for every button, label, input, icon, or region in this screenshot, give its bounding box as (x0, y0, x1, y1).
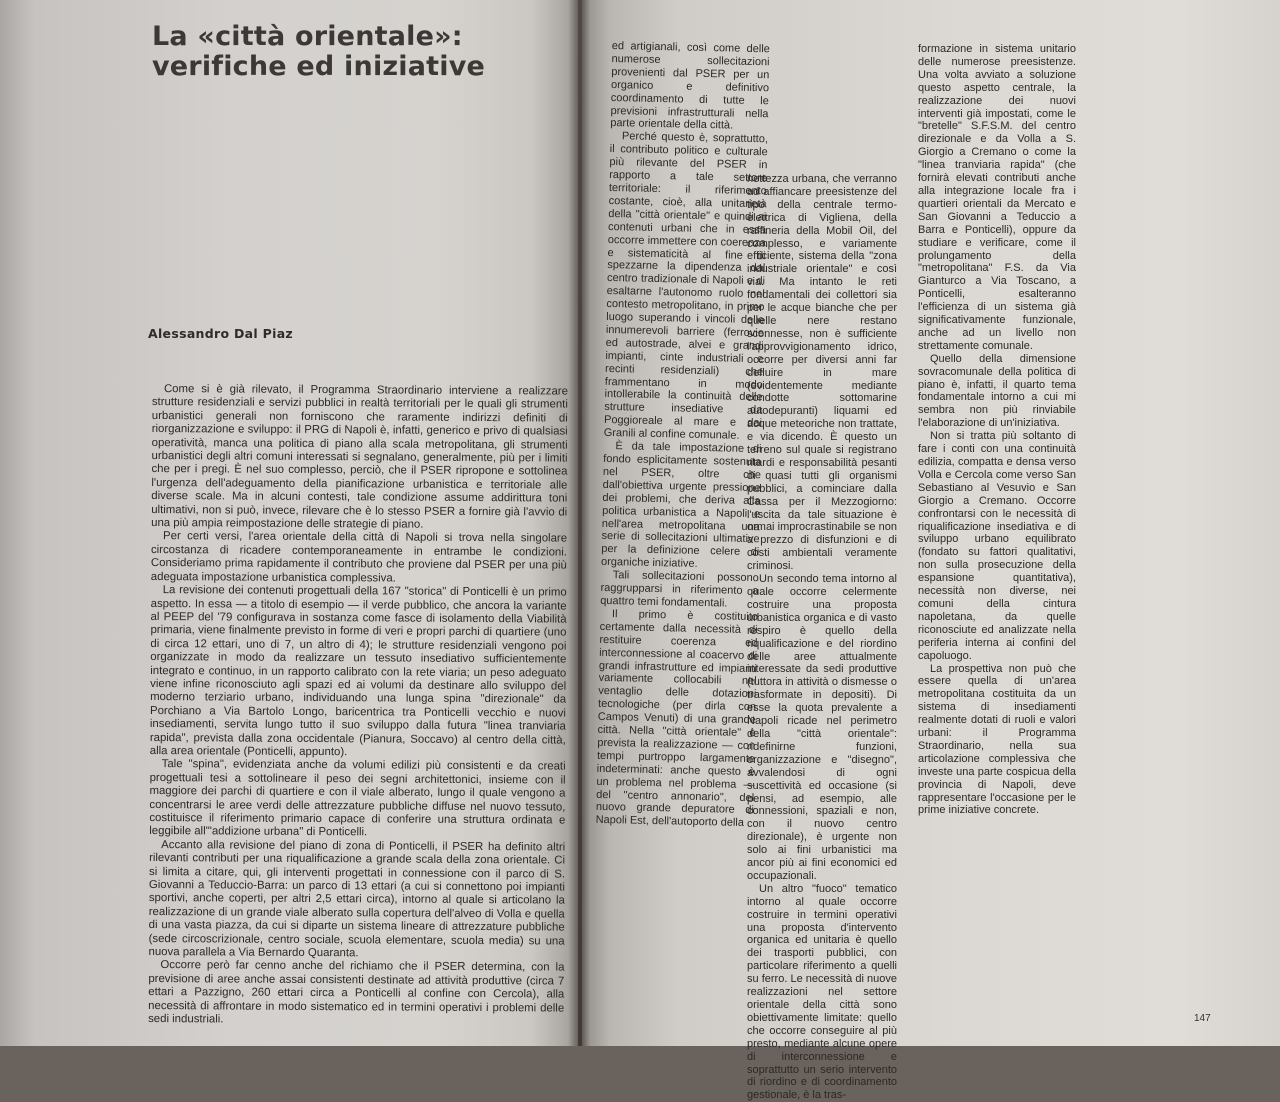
paragraph: Accanto alla revisione del piano di zona di Ponticelli, il PSER ha definito altri rilevanti contributi per una riqualificazione a grande scala della zona orientale. Ci si limita a citare, qui, gli interventi progettati in connessione con il parco di S. Giovanni a Teduccio-Barra: un parco di 13 ettari (a cui si connettono poi impianti sportivi, anche coperti, per altri 2,5 ettari circa), intorno al quale si articolano la realizzazione di un grande viale alberato sulla copertura dell'alveo di Volla e quella di una vasta piazza, da cui si diparte un sistema lineare di attrezzature pubbliche (sede circoscrizionale, centro sociale, scuola elementare, scuola media) su una nuova parallela a Via Bernardo Quaranta. (148, 838, 566, 960)
paragraph: Occorre però far cenno anche del richiamo che il PSER determina, con la previsione di aree anche assai consistenti destinate ad attività produttive (circa 7 ettari a Pazzigno, 260 ettari circa a Ponticelli al confine con Cercola), alla necessità di affrontare in modo sistematico ed in termini operativi i problemi delle sedi industriali. (148, 959, 565, 1026)
article-title (152, 22, 485, 82)
right-column-3 (918, 43, 1076, 817)
paragraph: Un altro "fuoco" tematico intorno al quale occorre costruire in termini operativi una proposta d'intervento organica ed unitaria è quello dei trasporti pubblici, con particolare riferimento a quelli su ferro. Le necessità di nuove realizzazioni nel settore orientale della città sono obiettivamente limitate: quello che occorre conseguire al più presto, mediante alcune opere di interconnessione e soprattutto un serio intervento di riordino e di coordinamento gestionale, è la tras- (747, 882, 897, 1102)
paragraph: Perché questo è, soprattutto, il contributo politico e culturale più rilevante del PSER in rapporto a tale settore territoriale: il riferimento costante, cioè, alla unitarietà della "città orientale" e quindi ai contenuti urbani che in essa occorre immettere con coerenza e sistematicità al fine di spezzarne la dipendenza dal centro tradizionale di Napoli e di esaltarne l'autonomo ruolo nel contesto metropolitano, in primo luogo superando i vincoli delle innumerevoli barriere (ferrovie ed autostrade, alvei e grandi impianti, cinte industriali e recinti residenziali) che frammentano in modo intollerabile la continuità delle strutture insediative da Poggioreale al mare e dai Granili al confine comunale. (603, 130, 769, 442)
book-gutter (568, 0, 590, 1046)
paragraph: Il primo è costituito certamente dalla necessità di restituire coerenza ed interconnessione al coacervo di grandi infrastrutture ed impianti variamente collocabili nel ventaglio delle dotazioni tecnologiche (per dirla con Campos Venuti) di una grande città. Nella "città orientale" è prevista la realizzazione — con tempi purtroppo largamente indeterminati: anche questo è un problema nel problema — del "centro annonario", del nuovo grande depuratore di Napoli Est, dell'autoporto della (595, 608, 759, 830)
left-page-body (148, 383, 568, 1029)
paragraph: La revisione dei contenuti progettuali della 167 "storica" di Ponticelli è un primo aspetto. In essa — a titolo di esempio — il verde pubblico, che ancora la variante al PEEP del '79 configurava in sostanza come fasce di isolamento della Viabilità primaria, viene finalmente previsto in forme di veri e propri parchi di quartiere (uno di circa 12 ettari, uno di 7, un altro di 4); le strutture residenziali vengono poi organizzate in modo da realizzare un tessuto insediativo sufficientemente integrato e continuo, in un rapporto calibrato con la rete viaria; un peso adeguato viene infine riconosciuto agli spazi ed ai volumi da destinare allo sviluppo del moderno terziario urbano, individuando una lunga spina "direzionale" da Porchiano a Via Bartolo Longo, baricentrica tra Ponticelli vecchio e nuovi insediamenti, servita lungo tutto il suo sviluppo dalla futura "linea tranviaria rapida", prevista dalla zona occidentale (Pianura, Soccavo) al centro della città, alla area orientale (Ponticelli, appunto). (149, 584, 567, 759)
paragraph: Non si tratta più soltanto di fare i conti con una continuità edilizia, compatta e densa verso Volla e Cercola come verso San Sebastiano al Vesuvio e San Giorgio a Cremano. Occorre confrontarsi con le necessità di riqualificazione insediativa e di sviluppo urbano equilibrato (fondato su fattori qualitativi, non sulla prosecuzione della espansione quantitativa), necessità non diverse, nei comuni della cintura napoletana, da quelle riconosciute ed analizzate nella periferia interna ai confini del capoluogo. (918, 430, 1076, 662)
page-number: 147 (1194, 1013, 1211, 1024)
title-line-2: verifiche ed iniziative (152, 51, 486, 82)
paragraph: La prospettiva non può che essere quella di un'area metropolitana costituita da un sistema di insediamenti realmente dotati di ruoli e valori urbani: il Programma Straordinario, nella sua articolazione complessiva che investe una parte cospicua della provincia di Napoli, deve rappresentare l'occasione per le prime iniziative concrete. (918, 662, 1076, 817)
paragraph: formazione in sistema unitario delle numerose preesistenze. Una volta avviato a soluzione questo aspetto centrale, la realizzazione dei nuovi interventi già impostati, come le "bretelle" S.F.S.M. del centro direzionale e da Volla a S. Giorgio a Cremano o come la "linea tranviaria rapida" (che fornirà elevati contributi anche alla integrazione locale fra i quartieri orientali da Mercato e San Giovanni a Teduccio a Barra e Ponticelli), oppure da studiare e verificare, come il prolungamento della "metropolitana" F.S. da Via Gianturco a Via Toscano, a Ponticelli, esalteranno l'efficienza di un sistema già significativamente funzionale, anche ad un livello non strettamente comunale. (918, 43, 1076, 352)
paragraph: Tali sollecitazioni possono raggrupparsi in riferimento a quattro temi fondamentali. (600, 569, 759, 610)
paragraph: È da tale impostazione di fondo esplicitamente sostenuta nel PSER, oltre che dall'obiettiva urgente pressione dei problemi, che deriva alla politica urbanistica a Napoli e nell'area metropolitana una serie di sollecitazioni ultimative per la definizione celere di organiche iniziative. (600, 440, 762, 571)
paragraph: Quello della dimensione sovracomunale della politica di piano è, infatti, il quarto tema fondamentale intorno a cui mi sembra non più rinviabile l'elaborazione di un'iniziativa. (918, 352, 1076, 430)
paragraph: Tale "spina", evidenziata anche da volumi edilizi più consistenti e da creati progettuali tesi a sottolineare il peso dei segni architettonici, insieme con il maggiore dei parchi di quartiere e con il viale alberato, lungo il quale vengono a concentrarsi le aree verdi delle attrezzature pubbliche diffuse nel nuovo tessuto, costituisce il riferimento primario capace di conferire una struttura ordinata e leggibile all'"addizione urbana" di Ponticelli. (149, 758, 566, 839)
left-page (0, 0, 578, 1046)
paragraph: Un secondo tema intorno al quale occorre celermente costruire una proposta urbanistica organica e di vasto respiro è quello della riqualificazione e del riordino delle aree attualmente interessate da sedi produttive (tuttora in attività o dismesse o trasformate in depositi). Di esse la quota prevalente a Napoli ricade nel perimetro della "città orientale": ridefinirne funzioni, organizzazione e "disegno", avvalendosi di ogni suscettività ed occasione (si pensi, ad esempio, alle connessioni, spaziali e non, con il nuovo centro direzionale), è urgente non solo ai fini urbanistici ma ancor più ai fini economici ed occupazionali. (747, 573, 897, 882)
paragraph: ed artigianali, così come delle numerose sollecitazioni provenienti dal PSER per un organico e definitivo coordinamento di tutte le previsioni infrastrutturali nella parte orientale della città. (610, 40, 770, 132)
title-line-1: La «città orientale»: (152, 21, 463, 52)
right-page (582, 0, 1280, 1102)
paragraph: Come si è già rilevato, il Programma Straordinario interviene a realizzare strutture residenziali e servizi pubblici in realtà territoriali per le quali gli strumenti urbanistici generali non forniscono che raramente indirizzi definiti di riorganizzazione e sviluppo: il PRG di Napoli è, infatti, generico e privo di qualsiasi operatività, manca una politica di piano alla scala metropolitana, gli strumenti urbanistici degli altri comuni interessati si segnalano, generalmente, più per i limiti che per i pregi. È nel suo complesso, perciò, che il PSER ripropone e sottolinea l'urgenza dell'adeguamento della pianificazione urbanistica e territoriale alle diverse scale. Ma in alcuni contesti, tale condizione assume addirittura toni ultimativi, non si può, invece, rilevare che è lo stesso PSER a fornire già l'avvio di una più ampia reimpostazione delle strategie di piano. (151, 383, 568, 531)
author-name: Alessandro Dal Piaz (148, 326, 294, 341)
right-column-1 (596, 40, 770, 830)
paragraph: nettezza urbana, che verranno ad affiancare preesistenze del tipo della centrale termo-elettrica di Vigliena, della raffineria della Mobil Oil, del complesso, e variamente efficiente, sistema della "zona industriale orientale" e così via. Ma intanto le reti fondamentali dei collettori sia per le acque bianche che per quelle nere restano sconnesse, non è sufficiente l'approvvigionamento idrico, occorre per diversi anni far defluire in mare (evidentemente mediante condotte sottomarine autodepuranti) liquami ed acque meteoriche non trattate, e via dicendo. È questo un terreno sul quale si registrano ritardi e responsabilità pesanti di quasi tutti gli organismi pubblici, a cominciare dalla Cassa per il Mezzogiorno: l'uscita da tale situazione è ormai improcrastinabile se non a prezzo di disfunzioni e di costi ambientali veramente criminosi. (747, 173, 897, 573)
paragraph: Per certi versi, l'area orientale della città di Napoli si trova nella singolare circostanza di ricadere contemporaneamente in entrambe le condizioni. Consideriamo prima rapidamente il contributo che proviene dal PSER per una più adeguata impostazione urbanistica complessiva. (150, 530, 568, 585)
right-column-2 (747, 173, 897, 1102)
